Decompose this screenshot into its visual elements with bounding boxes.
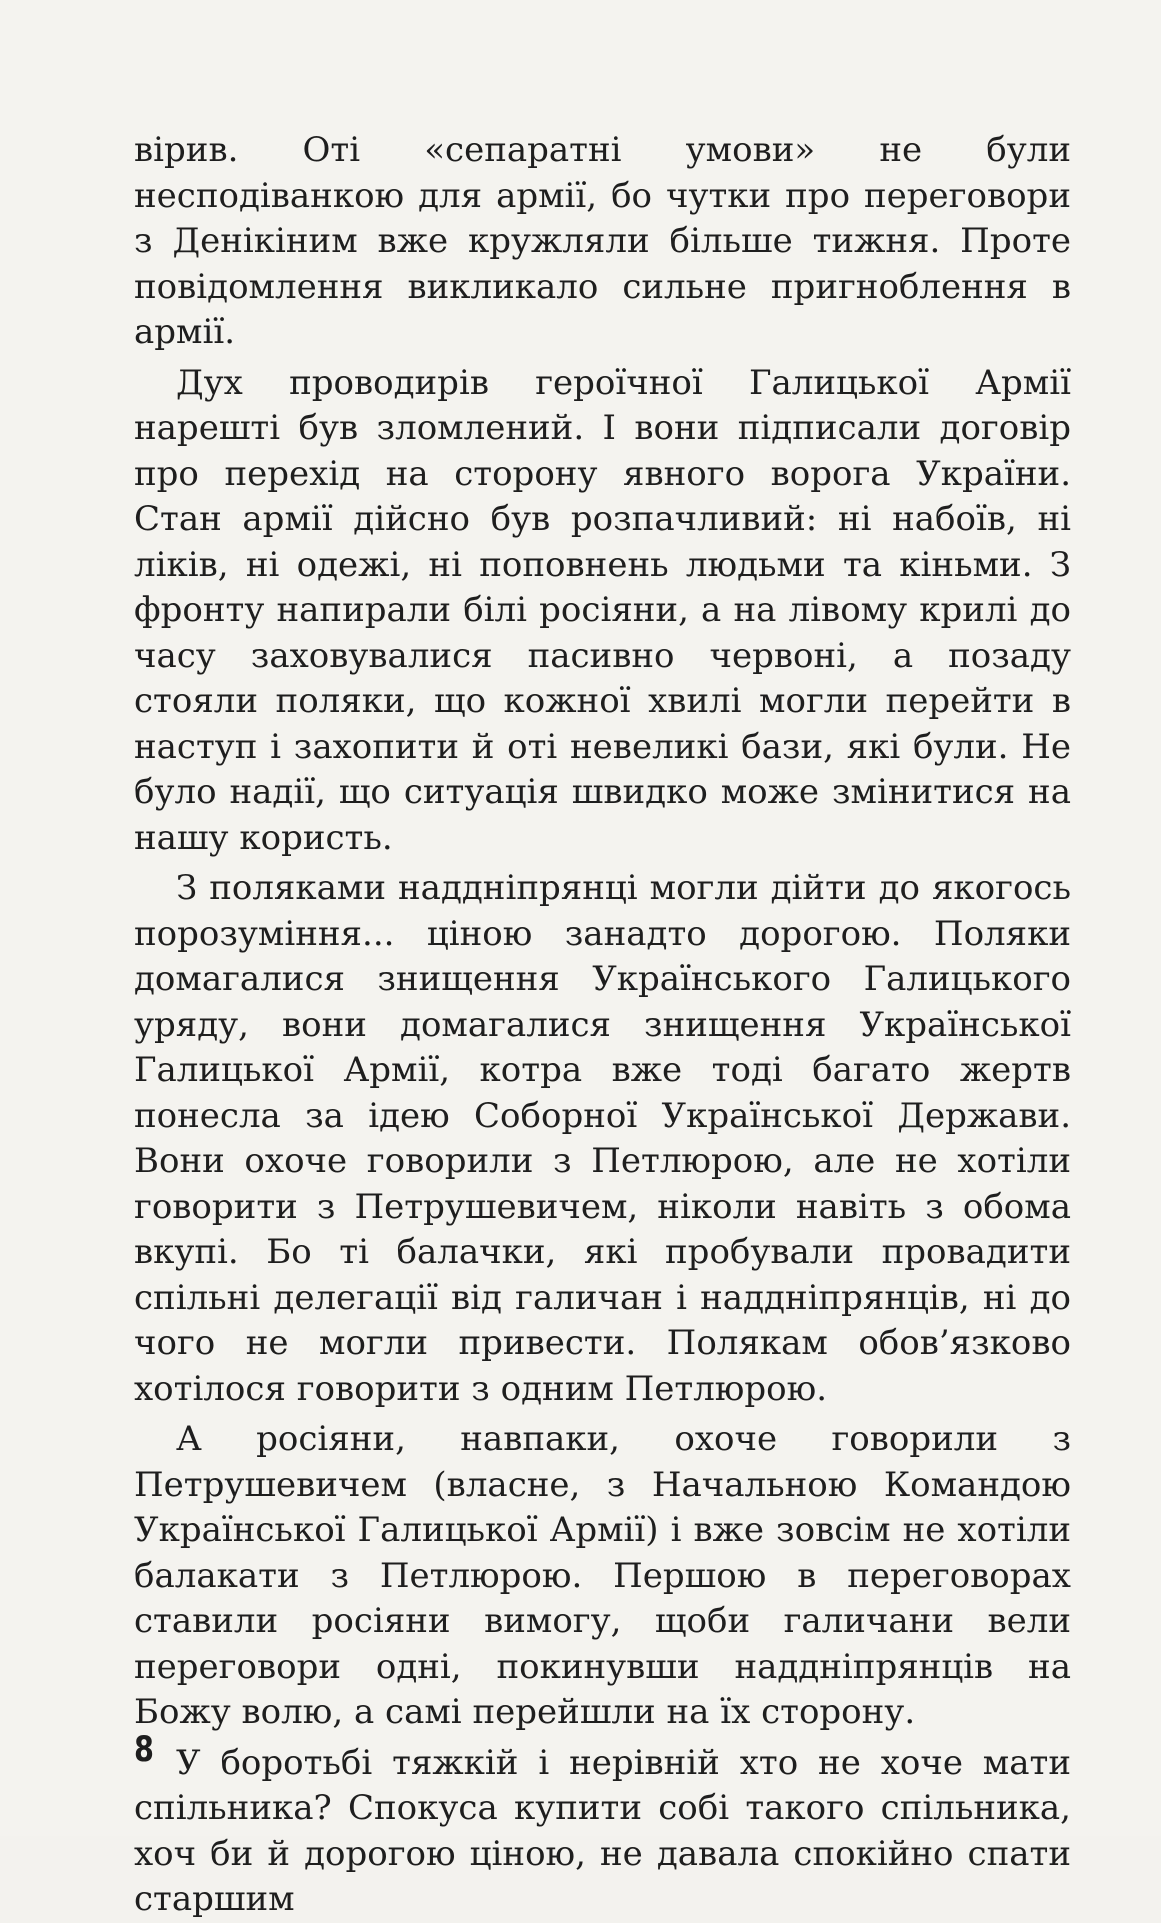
- paragraph-continuation: вірив. Оті «сепаратні умови» не були несподіванкою для армії, бо чутки про переговори з Денікіним вже кружляли більше тижня. Проте повідомлення викликало сильне пригноблення в армії.: [134, 130, 1071, 352]
- page-number: 8: [134, 1730, 154, 1770]
- paragraph: Дух проводирів героїчної Галицької Армії нарешті був зломлений. І вони підписали договір про перехід на сторону явного ворога України. Стан армії дійсно був розпачливий: ні набоїв, ні ліків, ні одежі, ні поповнень людьми та кіньми. З фронту напирали білі росіяни, а на лівому крилі до часу заховувалися пасивно червоні, а позаду стояли поляки, що кожної хвилі могли перейти в наступ і захопити й оті невеликі бази, які були. Не було надії, що ситуація швидко може змінитися на нашу користь.: [134, 362, 1071, 858]
- body-text: [134, 128, 1071, 1923]
- paragraph: У боротьбі тяжкій і нерівній хто не хоче мати спільника? Спокуса купити собі такого спільника, хоч би й дорогою ціною, не давала спокійно спати старшим: [134, 1742, 1071, 1919]
- paragraph: А росіяни, навпаки, охоче говорили з Петрушевичем (власне, з Начальною Командою Української Галицької Армії) і вже зовсім не хотіли балакати з Петлюрою. Першою в переговорах ставили росіяни вимогу, щоби галичани вели переговори одні, покинувши наддніпрянців на Божу волю, а самі перейшли на їх сторону.: [134, 1419, 1071, 1732]
- paragraph: З поляками наддніпрянці могли дійти до якогось порозуміння... ціною занадто дорогою. Поляки домагалися знищення Українського Галицького уряду, вони домагалися знищення Української Галицької Армії, котра вже тоді багато жертв понесла за ідею Соборної Української Держави. Вони охоче говорили з Петлюрою, але не хотіли говорити з Петрушевичем, ніколи навіть з обома вкупі. Бо ті балачки, які пробували провадити спільні делегації від галичан і наддніпрянців, ні до чого не могли привести. Полякам обов’язково хотілося говорити з одним Петлюрою.: [134, 868, 1071, 1409]
